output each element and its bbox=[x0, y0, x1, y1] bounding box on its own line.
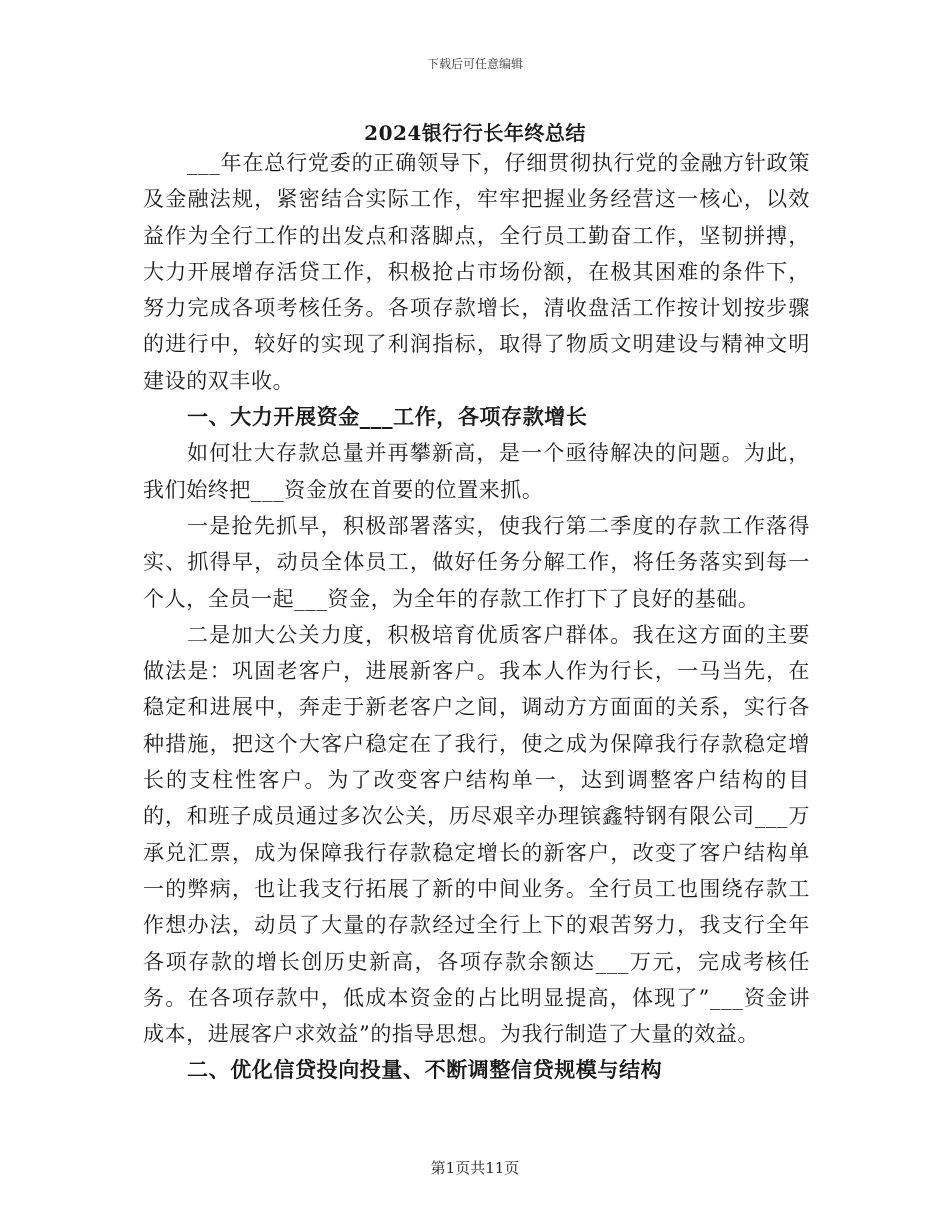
section-heading-1: 一、大力开展资金___工作，各项存款增长 bbox=[187, 404, 588, 430]
section-heading-2: 二、优化信贷投向投量、不断调整信贷规模与结构 bbox=[187, 1057, 663, 1083]
intro-paragraph: ___年在总行党委的正确领导下，仔细贯彻执行党的金融方针政策及金融法规，紧密结合实际工作，牢牢把握业务经营这一核心，以效益作为全行工作的出发点和落脚点，全行员工勤奋工作，坚韧拼搏，大力开展增存活贷工作，积极抢占市场份额，在极其困难的条件下，努力完成各项考核任务。各项存款增长，清收盘活工作按计划按步骤的进行中，较好的实现了利润指标，取得了物质文明建设与精神文明建设的双丰收。 bbox=[143, 151, 810, 393]
document-title: 2024银行行长年终总结 bbox=[364, 121, 586, 145]
paragraph: 二是加大公关力度，积极培育优质客户群体。我在这方面的主要做法是：巩固老客户，进展新客户。我本人作为行长，一马当先，在稳定和进展中，奔走于新老客户之间，调动方方面面的关系，实行各种措施，把这个大客户稳定在了我行，使之成为保障我行存款稳定增长的支柱性客户。为了改变客户结构单一，达到调整客户结构的目的，和班子成员通过多次公关，历尽艰辛办理镔鑫特钢有限公司___万承兑汇票，成为保障我行存款稳定增长的新客户，改变了客户结构单一的弊病，也让我支行拓展了新的中间业务。全行员工也围绕存款工作想办法，动员了大量的存款经过全行上下的艰苦努力，我支行全年各项存款的增长创历史新高，各项存款余额达___万元，完成考核任务。在各项存款中，低成本资金的占比明显提高，体现了”___资金讲成本，进展客户求效益”的指导思想。为我行制造了大量的效益。 bbox=[143, 622, 810, 1047]
paragraph: 一是抢先抓早，积极部署落实，使我行第二季度的存款工作落得实、抓得早，动员全体员工，做好任务分解工作，将任务落实到每一个人，全员一起___资金，为全年的存款工作打下了良好的基础。 bbox=[143, 513, 810, 611]
paragraph: 如何壮大存款总量并再攀新高，是一个亟待解决的问题。为此，我们始终把___资金放在首要的位置来抓。 bbox=[143, 441, 810, 502]
page-header-note: 下载后可任意编辑 bbox=[426, 57, 523, 71]
page-number: 第1页共11页 bbox=[430, 1159, 520, 1177]
document-body bbox=[143, 145, 810, 1089]
